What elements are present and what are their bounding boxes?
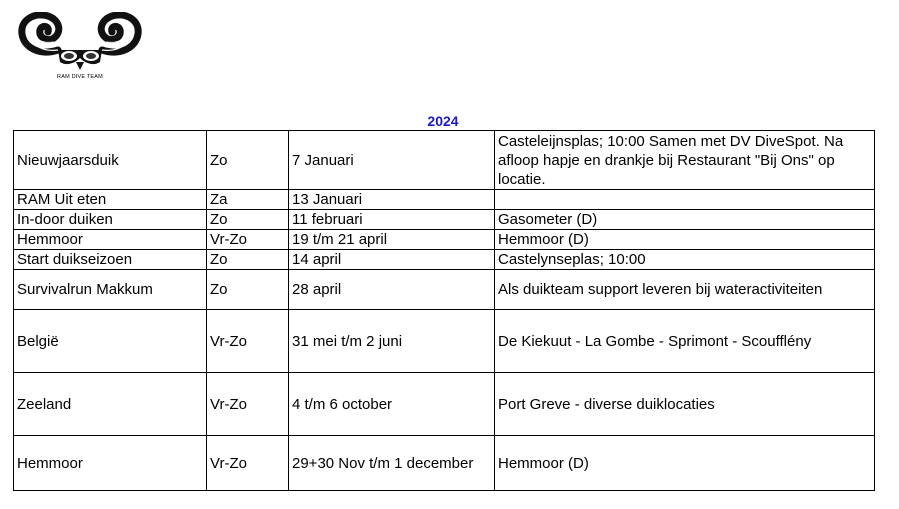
event-details-cell: Hemmoor (D) bbox=[495, 230, 875, 250]
table-row bbox=[14, 210, 875, 230]
event-date-cell: 28 april bbox=[289, 270, 495, 310]
event-details-cell: De Kiekuut - La Gombe - Sprimont - Scoufflény bbox=[495, 310, 875, 373]
event-name-cell: In-door duiken bbox=[14, 210, 207, 230]
event-days-cell: Vr-Zo bbox=[207, 436, 289, 491]
event-date-cell: 29+30 Nov t/m 1 december bbox=[289, 436, 495, 491]
event-days-cell: Za bbox=[207, 190, 289, 210]
event-days-cell: Zo bbox=[207, 131, 289, 190]
table-row bbox=[14, 270, 875, 310]
event-name-cell: Zeeland bbox=[14, 373, 207, 436]
ram-horns-icon bbox=[18, 12, 142, 74]
event-schedule-table bbox=[13, 130, 875, 491]
event-details-cell: Casteleijnsplas; 10:00 Samen met DV DiveSpot. Na afloop hapje en drankje bij Restaurant "Bij Ons" op locatie. bbox=[495, 131, 875, 190]
event-date-cell: 31 mei t/m 2 juni bbox=[289, 310, 495, 373]
event-details-cell: Port Greve - diverse duiklocaties bbox=[495, 373, 875, 436]
event-days-cell: Zo bbox=[207, 270, 289, 310]
event-name-cell: Survivalrun Makkum bbox=[14, 270, 207, 310]
event-details-cell bbox=[495, 190, 875, 210]
event-date-cell: 19 t/m 21 april bbox=[289, 230, 495, 250]
event-days-cell: Zo bbox=[207, 250, 289, 270]
event-days-cell: Vr-Zo bbox=[207, 310, 289, 373]
year-heading: 2024 bbox=[427, 113, 459, 129]
event-name-cell: RAM Uit eten bbox=[14, 190, 207, 210]
event-details-cell: Castelynseplas; 10:00 bbox=[495, 250, 875, 270]
table-row bbox=[14, 230, 875, 250]
table-row bbox=[14, 436, 875, 491]
logo-text: RAM DIVE TEAM bbox=[57, 74, 103, 80]
event-name-cell: België bbox=[14, 310, 207, 373]
event-date-cell: 13 Januari bbox=[289, 190, 495, 210]
event-name-cell: Hemmoor bbox=[14, 436, 207, 491]
event-days-cell: Zo bbox=[207, 210, 289, 230]
ram-dive-team-logo bbox=[18, 12, 142, 86]
event-date-cell: 14 april bbox=[289, 250, 495, 270]
event-details-cell: Gasometer (D) bbox=[495, 210, 875, 230]
event-date-cell: 11 februari bbox=[289, 210, 495, 230]
table-row bbox=[14, 373, 875, 436]
event-name-cell: Nieuwjaarsduik bbox=[14, 131, 207, 190]
table-row bbox=[14, 310, 875, 373]
table-row bbox=[14, 131, 875, 190]
event-date-cell: 7 Januari bbox=[289, 131, 495, 190]
event-days-cell: Vr-Zo bbox=[207, 373, 289, 436]
event-name-cell: Hemmoor bbox=[14, 230, 207, 250]
event-details-cell: Hemmoor (D) bbox=[495, 436, 875, 491]
table-row bbox=[14, 250, 875, 270]
event-date-cell: 4 t/m 6 october bbox=[289, 373, 495, 436]
event-details-cell: Als duikteam support leveren bij wateractiviteiten bbox=[495, 270, 875, 310]
event-name-cell: Start duikseizoen bbox=[14, 250, 207, 270]
event-days-cell: Vr-Zo bbox=[207, 230, 289, 250]
table-row bbox=[14, 190, 875, 210]
